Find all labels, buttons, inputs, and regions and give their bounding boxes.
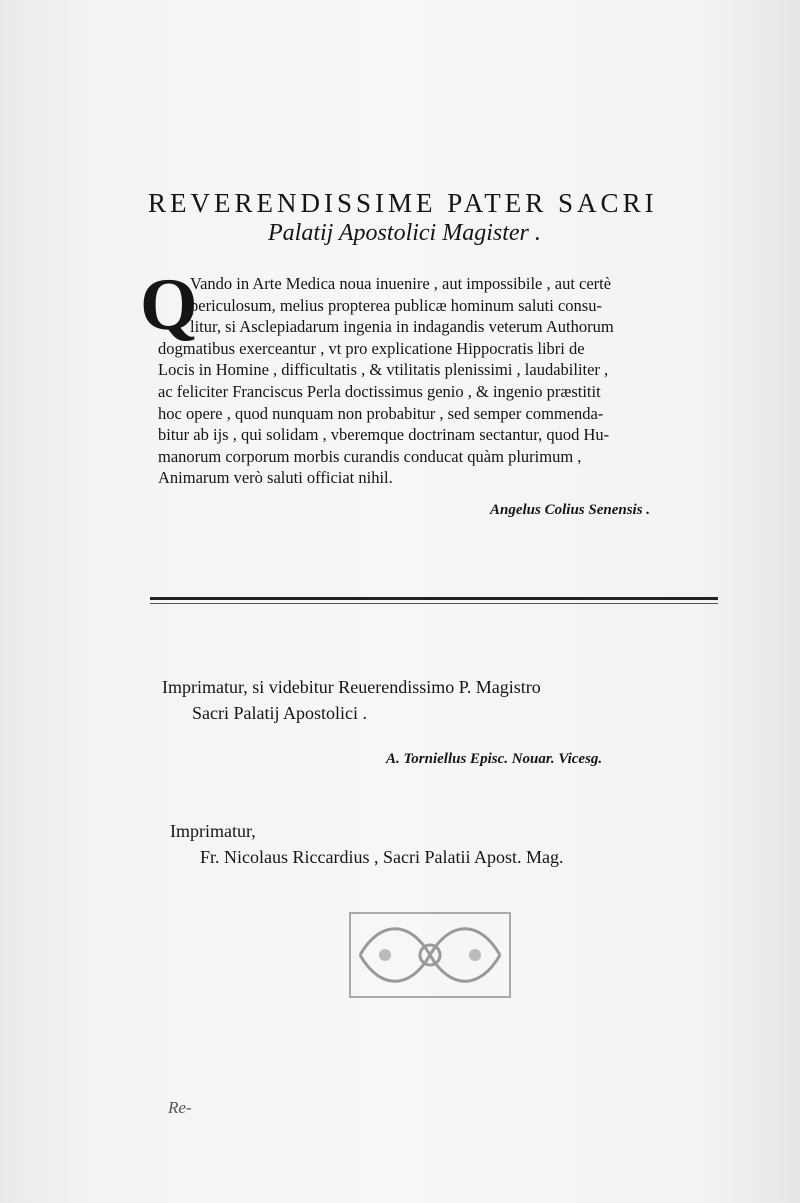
body-line: litur, si Asclepiadarum ingenia in indagandis veterum Authorum [190,317,614,337]
ornament-tailpiece-icon [330,905,530,1005]
divider-rule-thin [150,603,718,604]
body-line: bitur ab ijs , qui solidam , vberemque doctrinam sectantur, quod Hu- [158,425,610,445]
body-line: ac feliciter Franciscus Perla doctissimus genio , & ingenio præstitit [158,381,601,401]
page-subtitle: Palatij Apostolici Magister . [268,220,541,246]
imprimatur-line: Sacri Palatij Apostolici . [192,703,367,723]
signature-colius: Angelus Colius Senensis . [490,502,651,518]
body-line: Animarum verò saluti officiat nihil. [158,468,393,488]
body-line: dogmatibus exerceantur , vt pro explicatione Hippocratis libri de [158,338,585,358]
catchword: Re- [168,1098,192,1117]
body-paragraph [158,273,718,489]
signature-torniellus: A. Torniellus Episc. Nouar. Vicesg. [386,751,603,767]
imprimatur-first [162,674,541,726]
body-line: Vando in Arte Medica noua inuenire , aut impossibile , aut certè [190,274,612,293]
imprimatur-line: Fr. Nicolaus Riccardius , Sacri Palatii Apost. Mag. [200,847,564,867]
body-line: hoc opere , quod nunquam non probabitur , sed semper commenda- [158,403,604,423]
imprimatur-line: Imprimatur, [170,821,256,841]
drop-capital: Q [140,264,198,346]
body-line: periculosum, melius propterea publicæ hominum saluti consu- [190,295,602,315]
page-title: REVERENDISSIME PATER SACRI [148,188,658,218]
body-line: manorum corporum morbis curandis conducat quàm plurimum , [158,446,582,466]
divider-rule [150,597,718,600]
body-line: Locis in Homine , difficultatis , & vtilitatis plenissimi , laudabiliter , [158,360,609,380]
imprimatur-second [170,818,563,870]
imprimatur-line: Imprimatur, si videbitur Reuerendissimo P. Magistro [162,677,541,697]
